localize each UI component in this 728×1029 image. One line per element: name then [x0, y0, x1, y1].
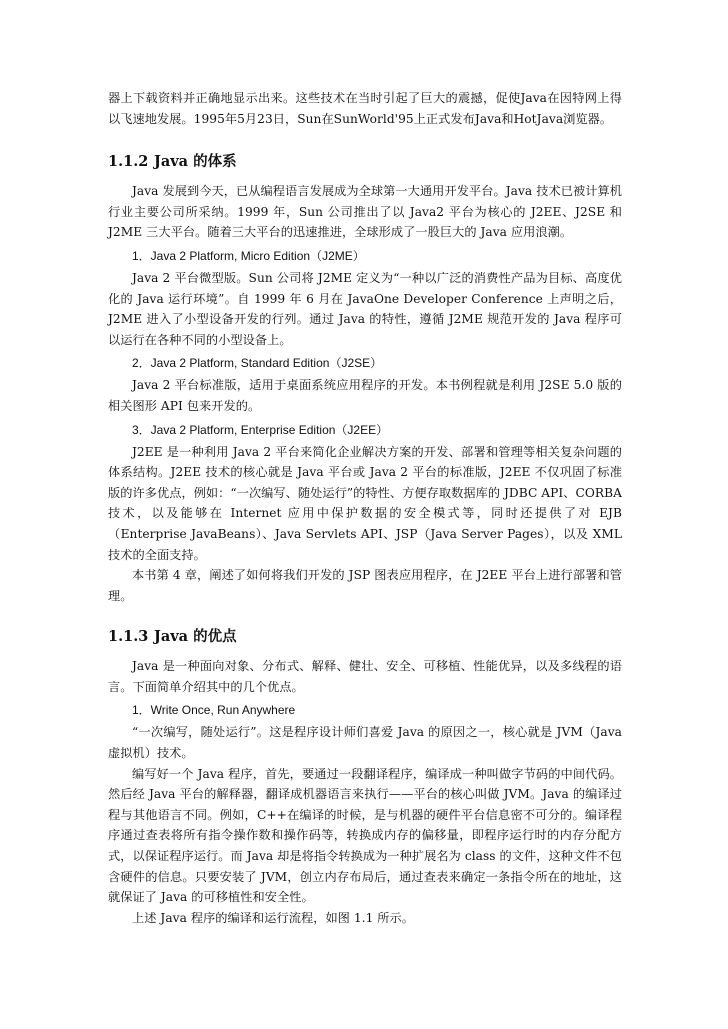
body-paragraph: 本书第 4 章，阐述了如何将我们开发的 JSP 图表应用程序，在 J2EE 平台上进行部署和管理。: [108, 568, 622, 603]
section-number: 1.1.2: [108, 153, 149, 171]
section-title: Java 的优点: [154, 628, 237, 646]
body-paragraph: Java 是一种面向对象、分布式、解释、健壮、安全、可移植、性能优异，以及多线程的语言。下面简单介绍其中的几个优点。: [108, 659, 622, 694]
body-paragraph: Java 发展到今天，已从编程语言发展成为全球第一大通用开发平台。Java 技术已被计算机行业主要公司所采纳。1999 年，Sun 公司推出了以 Java2 平台为核心的 J2EE、J2SE 和 J2ME 三大平台。随着三大平台的迅速推进，全球形成了一股巨大的 Java 应用浪潮。: [108, 184, 622, 240]
body-paragraph: Java 2 平台微型版。Sun 公司将 J2ME 定义为“一种以广泛的消费性产品为目标、高度优化的 Java 运行环境”。自 1999 年 6 月在 JavaOne Developer Conference 上声明之后，J2ME 进入了小型设备开发的行列。通过 Java 的特性，遵循 J2ME 规范开发的 Java 程序可以运行在各种不同的小型设备上。: [108, 270, 622, 347]
subheading-write-once: 1．Write Once, Run Anywhere: [132, 703, 296, 718]
body-paragraph: 上述 Java 程序的编译和运行流程，如图 1.1 所示。: [132, 910, 415, 925]
body-paragraph: Java 2 平台标准版，适用于桌面系统应用程序的开发。本书例程就是利用 J2SE 5.0 版的相关图形 API 包来开发的。: [108, 378, 622, 413]
body-paragraph: 编写好一个 Java 程序，首先，要通过一段翻译程序，编译成一种叫做字节码的中间代码。然后经 Java 平台的解释器，翻译成机器语言来执行——平台的核心叫做 JVM。Java 的编译过程与其他语言不同。例如，C++在编译的时候，是与机器的硬件平台信息密不可分的。编译程序通过查表将所有指令操作数和操作码等，转换成内存的偏移量，即程序运行时的内存分配方式，以保证程序运行。而 Java 却是将指令转换成为一种扩展名为 class 的文件，这种文件不包含硬件的信息。只要安装了 JVM，创立内存布局后，通过查表来确定一条指令所在的地址，这就保证了 Java 的可移植性和安全性。: [108, 766, 622, 905]
intro-paragraph: 器上下载资料并正确地显示出来。这些技术在当时引起了巨大的震撼，促使Java在因特网上得以飞速地发展。1995年5月23日，Sun在SunWorld'95上正式发布Java和HotJava浏览器。: [108, 91, 622, 126]
section-number: 1.1.3: [108, 628, 149, 646]
section-heading-1-1-3: [108, 627, 622, 647]
body-paragraph: J2EE 是一种利用 Java 2 平台来简化企业解决方案的开发、部署和管理等相关复杂问题的体系结构。J2EE 技术的核心就是 Java 平台或 Java 2 平台的标准版，J2EE 不仅巩固了标准版的许多优点，例如：“一次编写、随处运行”的特性、方便存取数据库的 JDBC API、CORBA 技术，以及能够在 Internet 应用中保护数据的安全模式等，同时还提供了对 EJB（Enterprise JavaBeans）、Java Servlets API、JSP（Java Server Pages），以及 XML 技术的全面支持。: [108, 444, 622, 562]
document-page: [108, 88, 622, 928]
section-title: Java 的体系: [154, 153, 237, 171]
body-paragraph: “一次编写，随处运行”。这是程序设计师们喜爱 Java 的原因之一，核心就是 JVM（Java 虚拟机）技术。: [108, 725, 622, 761]
section-heading-1-1-2: [108, 152, 622, 172]
subheading-j2se: 2．Java 2 Platform, Standard Edition（J2SE）: [132, 356, 383, 371]
subheading-j2ee: 3．Java 2 Platform, Enterprise Edition（J2EE）: [132, 422, 389, 437]
subheading-j2me: 1．Java 2 Platform, Micro Edition（J2ME）: [132, 248, 365, 263]
